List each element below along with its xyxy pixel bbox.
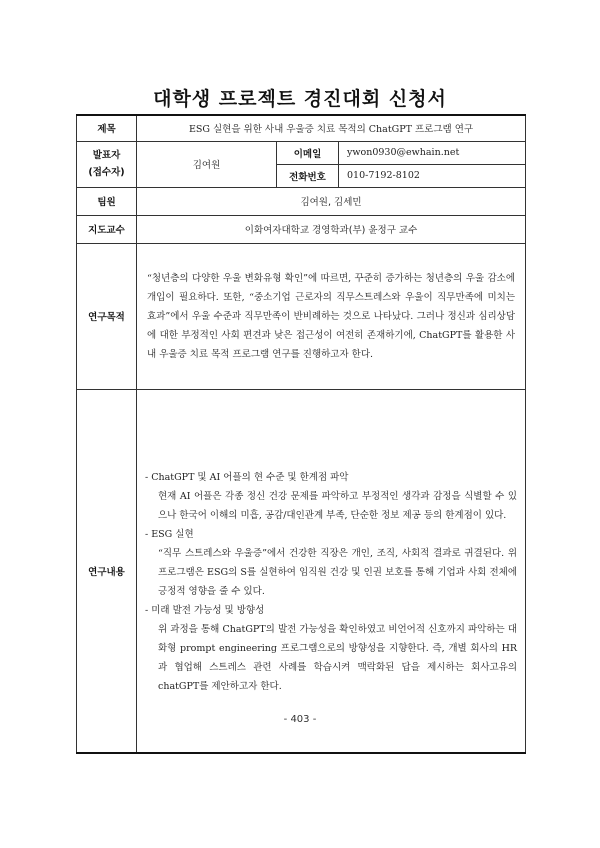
page-number: - 403 -	[283, 714, 317, 725]
section-body: “직무 스트레스와 우울증”에서 건강한 직장은 개인, 조직, 사회적 결과로 귀결된다. 위 프로그램은 ESG의 S를 실현하여 임직원 건강 및 인권 보호를 통해 기업과 사회 전체에 긍정적 영향을 줄 수 있다.	[158, 547, 518, 597]
section-heading: - ESG 실현	[145, 528, 194, 540]
content-section	[145, 525, 517, 601]
content-section	[145, 601, 517, 696]
page-title: 대학생 프로젝트 경진대회 신청서	[153, 88, 447, 110]
presenter-label-line2: (접수자)	[88, 167, 125, 178]
presenter-value: 김여원	[137, 141, 277, 187]
title-label: 제목	[77, 115, 137, 141]
section-heading: - 미래 발전 가능성 및 방향성	[145, 604, 265, 616]
content-body	[137, 389, 526, 753]
row-presenter-email	[77, 141, 526, 164]
row-purpose	[77, 243, 526, 389]
phone-value: 010-7192-8102	[339, 164, 526, 187]
section-body: 위 과정을 통해 ChatGPT의 발전 가능성을 확인하였고 비언어적 신호까지 파악하는 대화형 prompt engineering 프로그램으로의 방향성을 지향한다. 즉, 개별 회사의 HR과 협업해 스트레스 관련 사례를 학습시켜 맥락화된 답을 제시하는 회사고유의 chatGPT를 제안하고자 한다.	[158, 623, 518, 692]
purpose-label: 연구목적	[77, 243, 137, 389]
presenter-label	[77, 141, 137, 187]
row-content	[77, 389, 526, 753]
section-heading: - ChatGPT 및 AI 어플의 현 수준 및 한계점 파악	[145, 471, 349, 483]
title-value: ESG 실현을 위한 사내 우울증 치료 목적의 ChatGPT 프로그램 연구	[137, 115, 526, 141]
row-advisor	[77, 215, 526, 243]
team-value: 김여원, 김세민	[137, 187, 526, 215]
advisor-value: 이화여자대학교 경영학과(부) 윤정구 교수	[137, 215, 526, 243]
presenter-label-line1: 발표자	[92, 150, 121, 161]
team-label: 팀원	[77, 187, 137, 215]
row-team	[77, 187, 526, 215]
purpose-text: “청년층의 다양한 우울 변화유형 확인”에 따르면, 꾸준히 증가하는 청년층의 우울 감소에 개입이 필요하다. 또한, “중소기업 근로자의 직무스트레스와 우울이 직무만족에 미치는 효과”에서 우울 수준과 직무만족이 반비례하는 것으로 나타났다. 그러나 정신과 심리상담에 대한 부정적인 사회 편견과 낮은 접근성이 여전히 존재하기에, ChatGPT를 활용한 사내 우울증 치료 목적 프로그램 연구를 진행하고자 한다.	[137, 243, 526, 389]
email-value: ywon0930@ewhain.net	[339, 141, 526, 164]
row-title	[77, 115, 526, 141]
email-label: 이메일	[277, 141, 339, 164]
advisor-label: 지도교수	[77, 215, 137, 243]
section-body: 현재 AI 어플은 각종 정신 건강 문제를 파악하고 부정적인 생각과 감정을 식별할 수 있으나 한국어 이해의 미흡, 공감/대인관계 부족, 단순한 정보 제공 등의 한계점이 있다.	[158, 490, 518, 521]
application-form-table	[76, 114, 526, 754]
content-label: 연구내용	[77, 389, 137, 753]
content-section	[145, 468, 517, 525]
phone-label: 전화번호	[277, 164, 339, 187]
